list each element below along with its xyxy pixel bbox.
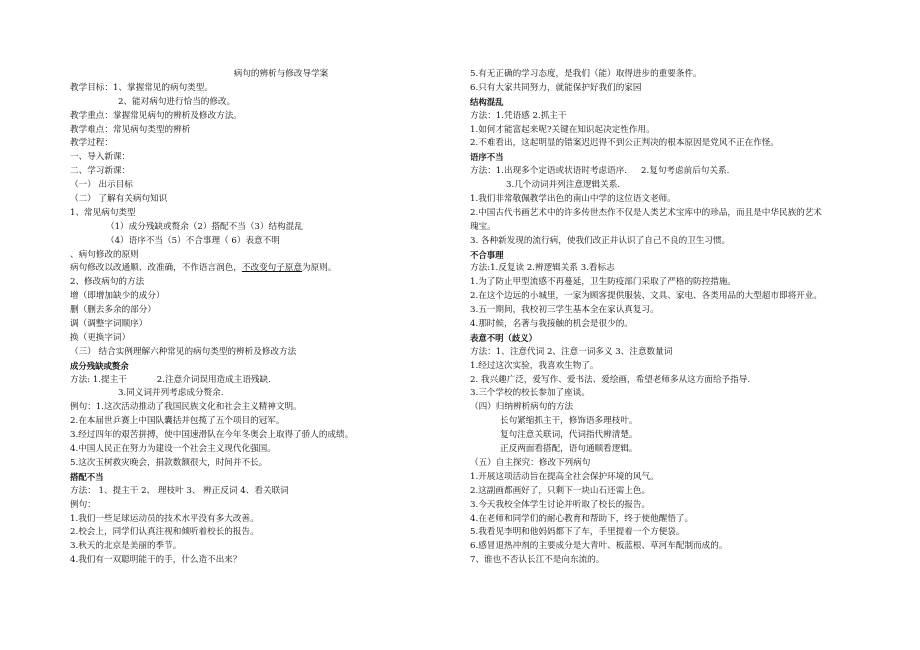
teaching-goal-2: 2、能对病句进行恰当的修改。: [118, 96, 236, 107]
mismatch-example-6: 6.只有大家共同努力，就能保护好我们的家园: [470, 82, 642, 93]
section-1-heading: 一、导入新课：: [70, 152, 131, 163]
teaching-process: 教学过程：: [70, 138, 113, 149]
word-order-example-2b: 瑰宝。: [470, 221, 496, 232]
exercise-4: 4.在老师和同学们的耐心教育和帮助下，终于使他醒悟了。: [470, 513, 694, 524]
word-order-example-2a: 2.中国古代书画艺术中的许多传世杰作不仅是人类艺术宝库中的珍品，而且是中华民族的艺术: [470, 207, 822, 218]
word-order-heading: 语序不当: [470, 152, 504, 163]
word-order-method-b: 2.复句考虑前后句关系.: [641, 166, 730, 177]
page-title: 病句的辨析与修改导学案: [233, 69, 329, 79]
missing-method-a: 方法: 1.提主干: [70, 374, 127, 385]
summary-line-1: 长句紧缩抓主干，修饰语多理枝叶。: [500, 416, 638, 427]
structure-example-2: 2.不难看出，这起明显的错案迟迟得不到公正判决的根本原因是党风不正在作怪。: [470, 138, 779, 149]
right-column: [470, 68, 870, 568]
types-line-b: （4）语序不当（5）不合事理（ 6）表意不明: [106, 235, 280, 246]
method-adjust: 调（调整字词顺序）: [70, 319, 148, 330]
structure-heading: 结构混乱: [470, 96, 504, 107]
part-4-heading: （四）归纳辨析病句的方法: [470, 402, 574, 413]
exercise-3: 3.今天我校全体学生讨论并听取了校长的报告。: [470, 499, 651, 510]
method-delete: 删（删去多余的部分）: [70, 305, 156, 316]
ambiguity-example-2: 2. 我兴趣广泛，爱写作、爱书法、爱绘画，希望老师多从这方面给予指导.: [470, 374, 751, 385]
logic-example-2: 2.在这个边远的小城里，一家为顾客提供服装、文具、家电、各类用品的大型超市即将开业。: [470, 291, 822, 302]
missing-methods-1: [70, 374, 462, 388]
teaching-key-point: 教学重点：掌握常见病句的辨析及修改方法。: [70, 110, 242, 121]
types-line-a: （1）成分残缺或赘余（2）搭配不当（3）结构混乱: [106, 221, 303, 232]
exercise-6: 6.感冒退热冲剂的主要成分是大青叶、板蓝根、草河车配制而成的。: [470, 541, 728, 552]
missing-redundant-heading: 成分残缺或赘余: [70, 360, 129, 371]
exercise-1: 1.开展这项活动旨在提高全社会保护环境的风气。: [470, 471, 659, 482]
mismatch-example-1: 1.我们一些足球运动员的技术水平没有多大改善。: [70, 513, 259, 524]
structure-methods: 方法：1.凭语感 2.抓主干: [470, 110, 567, 121]
mismatch-methods: 方法： 1、提主干 2、 理枝叶 3、 辨正反词 4、看关联词: [70, 485, 289, 496]
mismatch-example-4: 4.我们有一双聪明能干的手，什么造不出来？: [70, 555, 242, 566]
method-replace: 换（更换字词）: [70, 332, 131, 343]
ambiguity-methods: 方法：1、注意代词 2、注意一词多义 3、注意数量词: [470, 346, 673, 357]
missing-example-3: 3.经过四年的艰苦拼搏，使中国速滑队在今年冬奥会上取得了骄人的成绩。: [70, 430, 354, 441]
part-2-heading: （二） 了解有关病句知识: [70, 194, 168, 205]
exercise-5: 5.我看见李明和他妈妈都下了车，手里提着一个方便袋。: [470, 527, 685, 538]
missing-example-5: 5.这次玉树救灾晚会，捐款数额很大，时间并不长。: [70, 457, 268, 468]
method-add: 增（即增加缺少的成分）: [70, 291, 165, 302]
part-3-heading: （三） 结合实例理解六种常见的病句类型的辨析及修改方法: [70, 346, 297, 357]
logic-methods: 方法:1.反复读 2.辨逻辑关系 3.看标志: [470, 263, 615, 274]
word-order-methods-2: 3.几个动词并列注意逻辑关系.: [506, 180, 621, 191]
word-order-example-1: 1.我们非常敬佩教学出色的南山中学的这位语文老师。: [470, 194, 676, 205]
section-2-heading: 二、学习新课：: [70, 166, 131, 177]
mismatch-example-2: 2.校会上，同学们认真注视和倾听着校长的报告。: [70, 527, 259, 538]
missing-example-2: 2.在本届世乒赛上中国队囊括并包揽了五个项目的冠军。: [70, 416, 285, 427]
principle-text: [70, 262, 462, 276]
teaching-goal-1: 教学目标：1、掌握常见的病句类型。: [70, 82, 213, 93]
missing-example-4: 4.中国人民正在努力为建设一个社会主义现代化强国。: [70, 444, 276, 455]
teaching-difficulty: 教学难点：常见病句类型的辨析: [70, 124, 191, 135]
word-order-method-a: 方法：1.出现多个定语或状语时考虑语序.: [470, 166, 628, 177]
word-order-methods-1: [470, 165, 870, 179]
mismatch-heading: 搭配不当: [70, 471, 104, 482]
ambiguity-example-1: 1.经过这次实验，我喜欢生物了。: [470, 360, 599, 371]
ambiguity-example-3: 3.三个学校的校长参加了座谈。: [470, 388, 590, 399]
mismatch-example-5: 5.有无正确的学习态度，是我们（能）取得进步的重要条件。: [470, 69, 702, 79]
logic-example-3: 3.五一期间，我校初三学生基本全在家认真复习。: [470, 305, 659, 316]
missing-example-1: 例句：1.这次活动推动了我国民族文化和社会主义精神文明。: [70, 402, 302, 413]
missing-methods-2: 3.同义词并列考虑成分赘余.: [118, 388, 224, 399]
exercise-2: 2.这副画都画好了，只剩下一块山石还需上色。: [470, 485, 651, 496]
part-1-heading: （一） 出示目标: [70, 180, 133, 191]
method-heading: 2、修改病句的方法: [70, 277, 145, 288]
logic-example-4: 4.那时候，名著与我接触的机会是很少的。: [470, 319, 633, 330]
common-types-heading: 1、常见病句类型: [70, 207, 136, 218]
summary-line-3: 正反两面看搭配，语句通顺看逻辑。: [500, 444, 638, 455]
mismatch-example-3: 3.秋天的北京是美丽的季节。: [70, 541, 182, 552]
structure-example-1: 1.如何才能富起来呢?关键在知识起决定性作用。: [470, 124, 655, 135]
principle-heading: 、病句修改的原则: [70, 249, 139, 260]
part-5-heading: （五）自主探究：修改下列病句: [470, 457, 591, 468]
principle-text-post: 为原则。: [302, 263, 337, 274]
ambiguity-heading: 表意不明（歧义）: [470, 332, 537, 343]
principle-text-underlined: 不改变句子原意: [241, 263, 303, 274]
exercise-7: 7、谁也不否认长江不是向东流的。: [470, 555, 605, 566]
summary-line-2: 复句注意关联词，代词指代辨清楚。: [500, 430, 638, 441]
missing-method-b: 2.注意介词误用造成主语残缺.: [156, 374, 271, 385]
logic-heading: 不合事理: [470, 249, 504, 260]
mismatch-example-label: 例句：: [70, 499, 96, 510]
left-column: [70, 68, 462, 568]
logic-example-1: 1.为了防止甲型流感不再蔓延，卫生防疫部门采取了严格的防控措施。: [470, 277, 737, 288]
principle-text-pre: 病句修改以改通顺、改准确，不作语言润色，: [70, 263, 242, 274]
word-order-example-3: 3. 各种新发现的流行病，使我们改正并认识了自己不良的卫生习惯。: [470, 235, 731, 246]
